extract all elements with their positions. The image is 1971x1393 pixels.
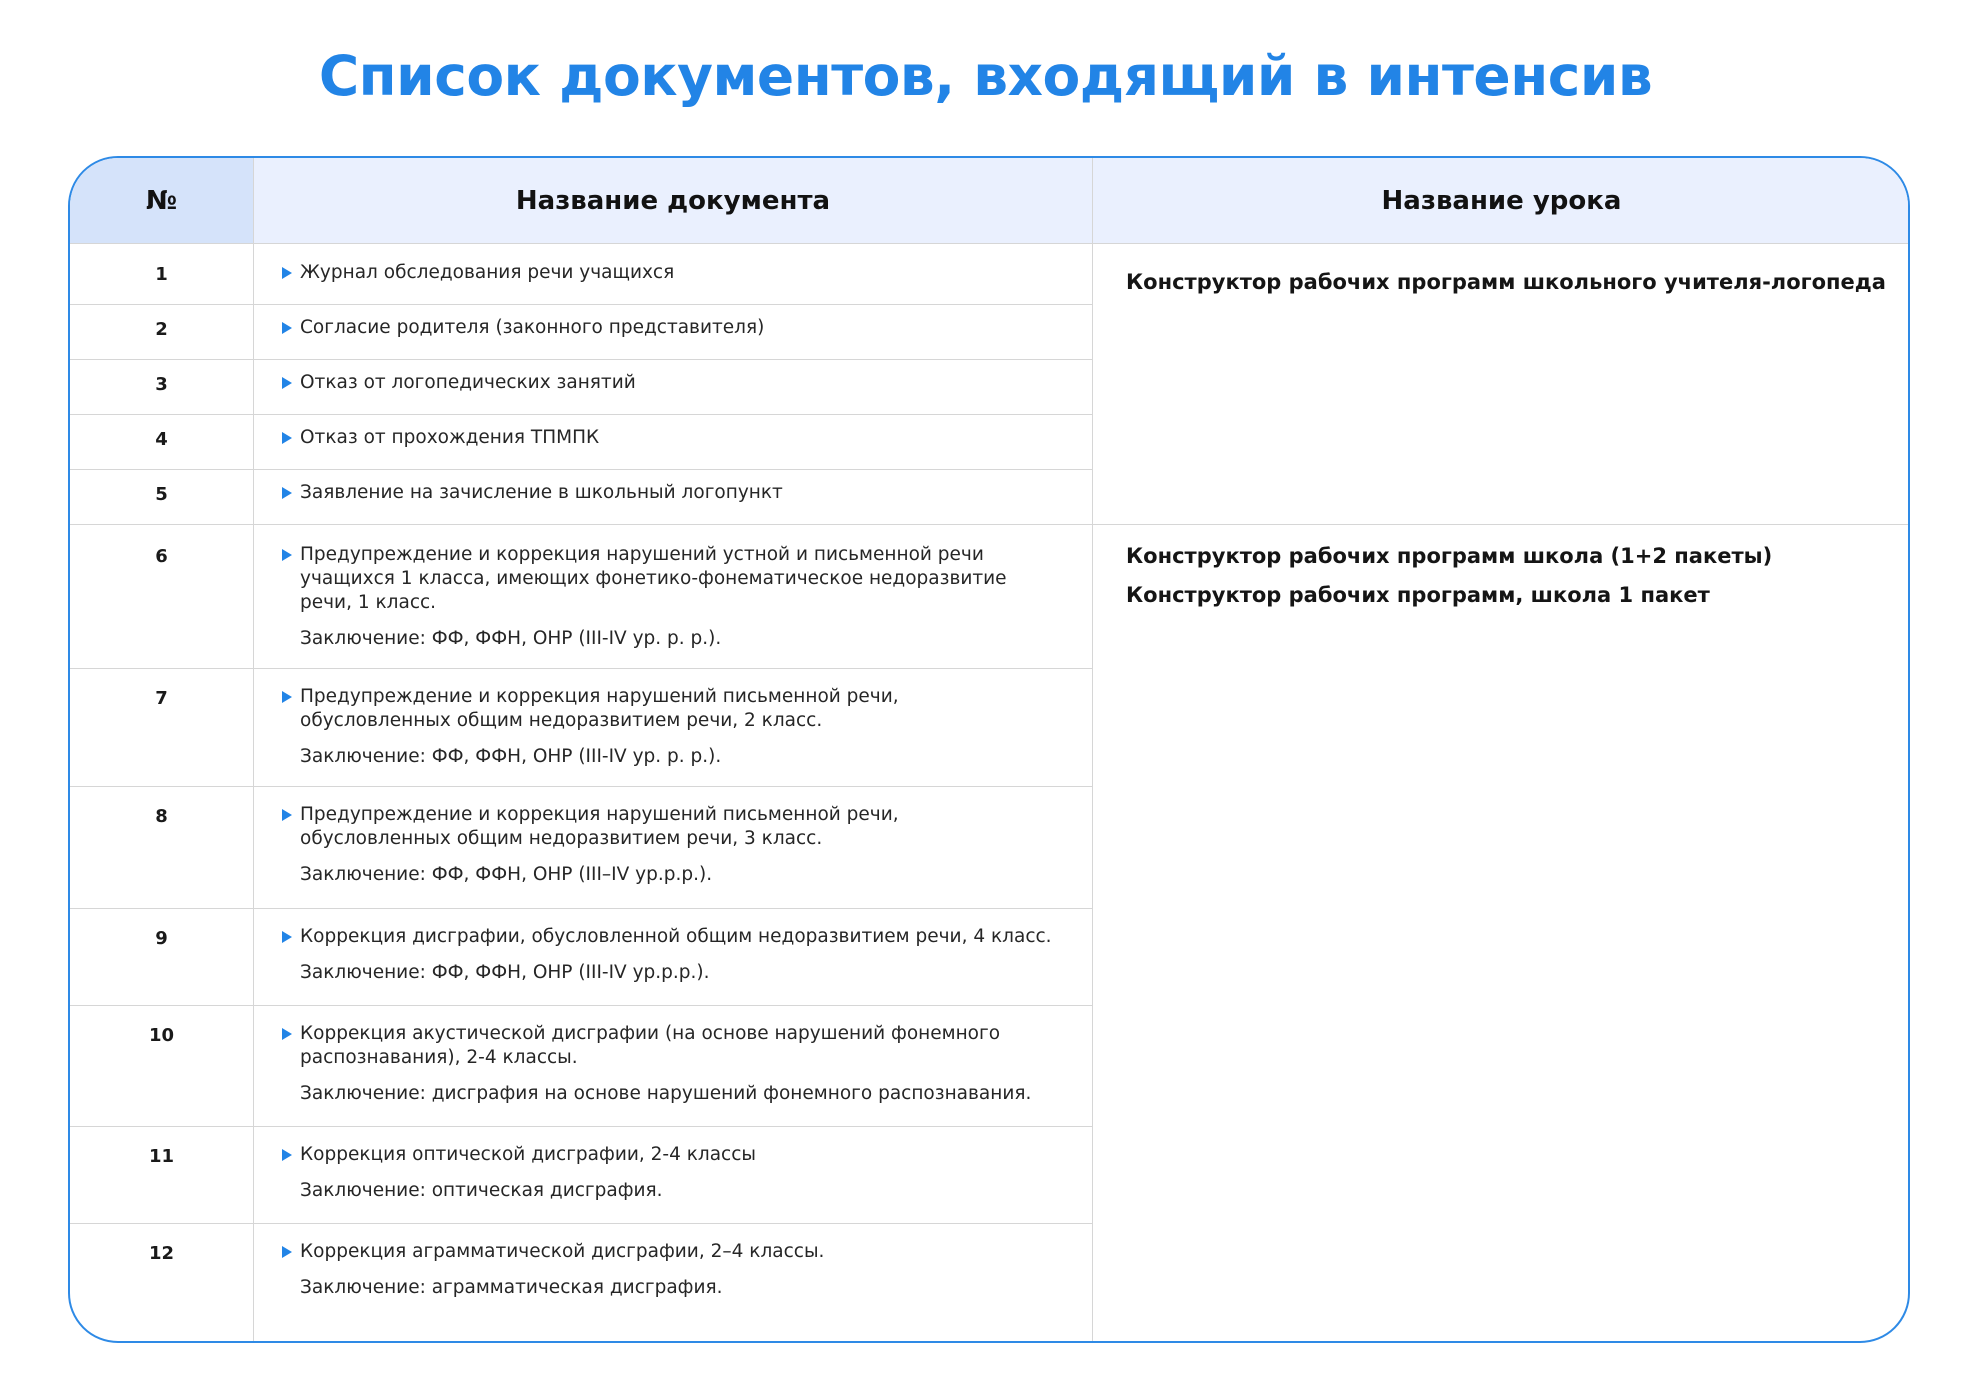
table-row bbox=[254, 685, 1092, 769]
row-divider bbox=[70, 1126, 1092, 1127]
row-number: 3 bbox=[155, 374, 168, 395]
row-number: 6 bbox=[155, 546, 168, 567]
triangle-bullet-icon bbox=[282, 1246, 292, 1258]
row-divider bbox=[70, 524, 1910, 525]
triangle-bullet-icon bbox=[282, 267, 292, 279]
row-divider bbox=[70, 1223, 1092, 1224]
document-conclusion: Заключение: аграмматическая дисграфия. bbox=[300, 1277, 723, 1298]
table-row bbox=[254, 371, 1092, 395]
row-divider bbox=[70, 469, 1092, 470]
document-name: Коррекция дисграфии, обусловленной общим недоразвитием речи, 4 класс. bbox=[300, 926, 1052, 947]
row-divider bbox=[70, 359, 1092, 360]
document-conclusion: Заключение: ФФ, ФФН, ОНР (III–IV ур.р.р.). bbox=[300, 864, 713, 885]
column-divider bbox=[1092, 158, 1093, 1341]
document-name: Предупреждение и коррекция нарушений письменной речи, обусловленных общим недоразвитием речи, 3 класс. bbox=[300, 804, 899, 849]
header-lesson-name: Название урока bbox=[1093, 158, 1910, 244]
table-row bbox=[254, 803, 1092, 887]
row-number: 10 bbox=[148, 1025, 175, 1046]
document-name: Коррекция оптической дисграфии, 2-4 классы bbox=[300, 1144, 757, 1165]
triangle-bullet-icon bbox=[282, 1149, 292, 1161]
triangle-bullet-icon bbox=[282, 432, 292, 444]
row-number: 1 bbox=[155, 264, 168, 285]
table-row bbox=[254, 316, 1092, 340]
lesson-name: Конструктор рабочих программ, школа 1 пакет bbox=[1126, 583, 1710, 607]
table-row bbox=[254, 543, 1092, 651]
document-name: Заявление на зачисление в школьный логопункт bbox=[300, 482, 783, 503]
header-number: № bbox=[70, 158, 253, 244]
triangle-bullet-icon bbox=[282, 322, 292, 334]
header-document-name: Название документа bbox=[254, 158, 1092, 244]
document-name: Предупреждение и коррекция нарушений устной и письменной речи учащихся 1 класса, имеющих фонетико-фонематическое недоразвитие речи, 1 класс. bbox=[300, 544, 1007, 613]
document-name: Предупреждение и коррекция нарушений письменной речи, обусловленных общим недоразвитием речи, 2 класс. bbox=[300, 686, 899, 731]
table-row bbox=[254, 261, 1092, 285]
triangle-bullet-icon bbox=[282, 1028, 292, 1040]
row-number: 8 bbox=[155, 806, 168, 827]
table-row bbox=[254, 1022, 1092, 1106]
document-name: Журнал обследования речи учащихся bbox=[300, 262, 675, 283]
row-number: 12 bbox=[148, 1243, 175, 1264]
lesson-name: Конструктор рабочих программ школа (1+2 пакеты) bbox=[1126, 544, 1773, 568]
row-number: 11 bbox=[148, 1146, 175, 1167]
row-number: 5 bbox=[155, 484, 168, 505]
row-divider bbox=[70, 414, 1092, 415]
document-name: Коррекция аграмматической дисграфии, 2–4 классы. bbox=[300, 1241, 825, 1262]
row-divider bbox=[70, 668, 1092, 669]
row-number: 7 bbox=[155, 688, 168, 709]
row-divider bbox=[70, 1005, 1092, 1006]
row-number: 9 bbox=[155, 928, 168, 949]
page-title: Список документов, входящий в интенсив bbox=[318, 44, 1653, 108]
document-conclusion: Заключение: оптическая дисграфия. bbox=[300, 1180, 663, 1201]
document-name: Коррекция акустической дисграфии (на основе нарушений фонемного распознавания), 2-4 классы. bbox=[300, 1023, 1001, 1068]
lesson-name-group-1 bbox=[1126, 268, 1886, 296]
document-conclusion: Заключение: ФФ, ФФН, ОНР (III-IV ур.р.р.). bbox=[300, 962, 710, 983]
row-divider bbox=[70, 908, 1092, 909]
triangle-bullet-icon bbox=[282, 931, 292, 943]
table-row bbox=[254, 925, 1092, 985]
document-name: Согласие родителя (законного представителя) bbox=[300, 317, 765, 338]
table-row bbox=[254, 1143, 1092, 1203]
triangle-bullet-icon bbox=[282, 377, 292, 389]
triangle-bullet-icon bbox=[282, 487, 292, 499]
document-name: Отказ от логопедических занятий bbox=[300, 372, 636, 393]
triangle-bullet-icon bbox=[282, 809, 292, 821]
row-divider bbox=[70, 786, 1092, 787]
documents-table bbox=[68, 156, 1910, 1343]
table-row bbox=[254, 481, 1092, 505]
row-number: 2 bbox=[155, 319, 168, 340]
document-conclusion: Заключение: ФФ, ФФН, ОНР (III-IV ур. р. р.). bbox=[300, 746, 722, 767]
document-conclusion: Заключение: дисграфия на основе нарушений фонемного распознавания. bbox=[300, 1083, 1032, 1104]
table-row bbox=[254, 426, 1092, 450]
document-conclusion: Заключение: ФФ, ФФН, ОНР (III-IV ур. р. р.). bbox=[300, 628, 722, 649]
row-divider bbox=[70, 304, 1092, 305]
table-row bbox=[254, 1240, 1092, 1300]
row-number: 4 bbox=[155, 429, 168, 450]
lesson-name-group-2 bbox=[1126, 542, 1886, 609]
triangle-bullet-icon bbox=[282, 691, 292, 703]
document-name: Отказ от прохождения ТПМПК bbox=[300, 427, 600, 448]
lesson-name: Конструктор рабочих программ школьного учителя-логопеда bbox=[1126, 270, 1886, 294]
triangle-bullet-icon bbox=[282, 549, 292, 561]
